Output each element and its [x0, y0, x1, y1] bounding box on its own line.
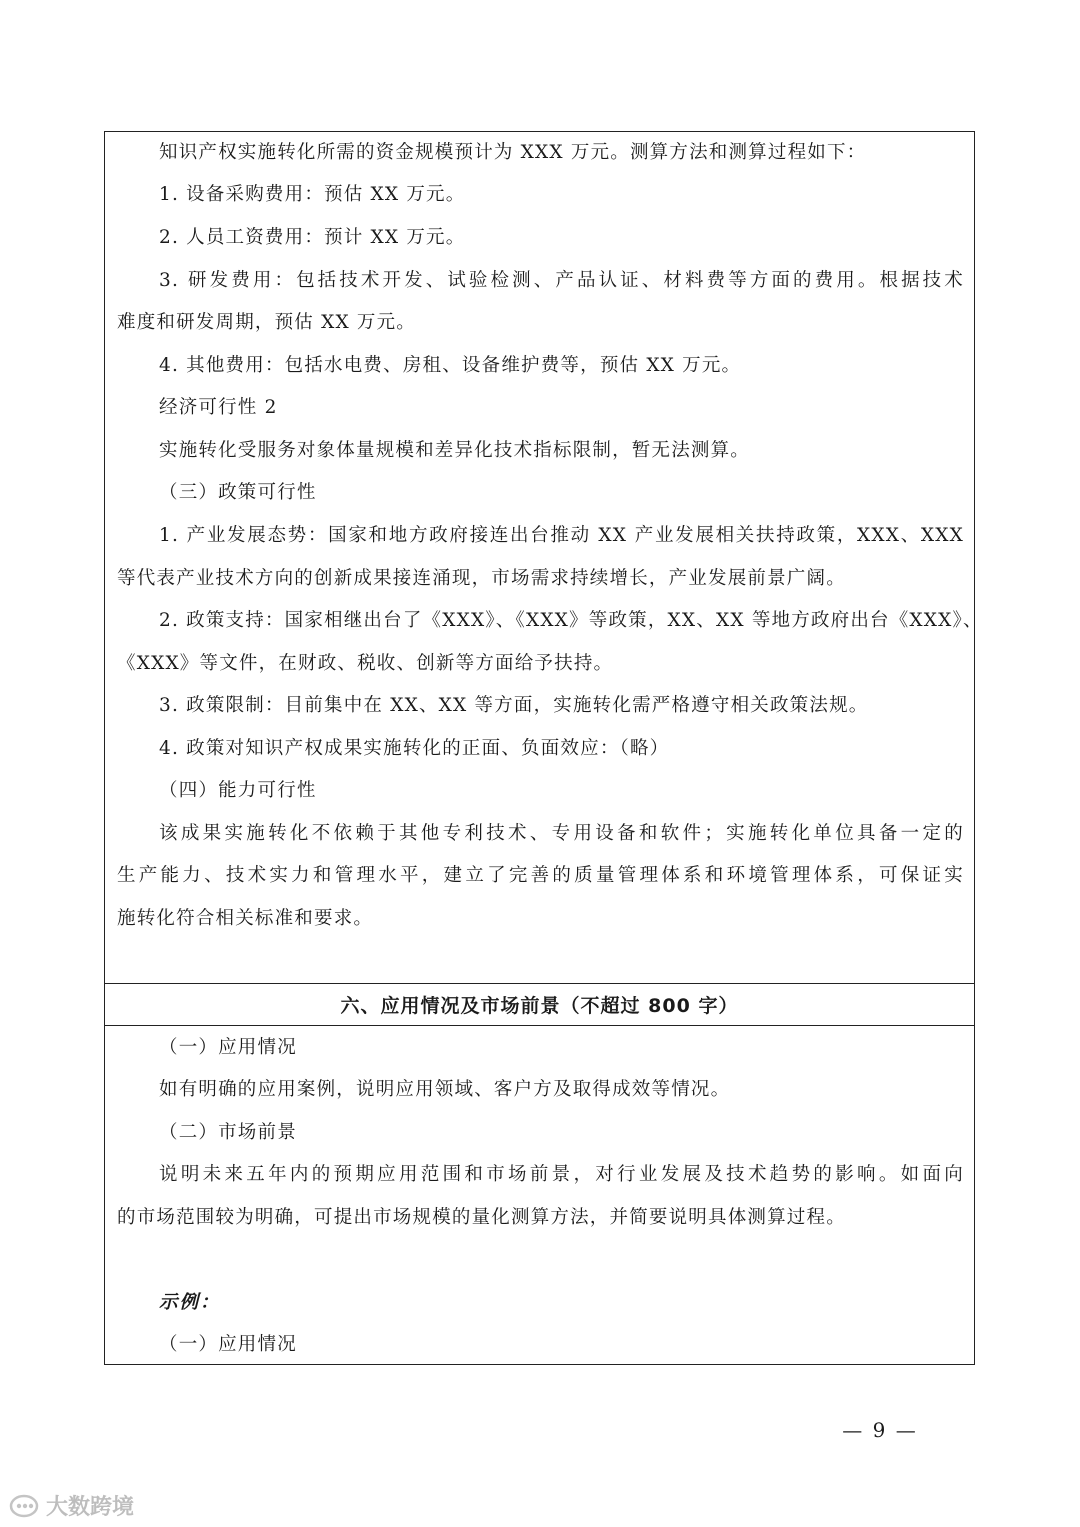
text-line: 如有明确的应用案例，说明应用领域、客户方及取得成效等情况。	[159, 1079, 731, 1100]
subheading: （二）市场前景	[159, 1122, 297, 1143]
section5-cell	[105, 132, 983, 983]
subheading: （四）能力可行性	[159, 780, 317, 801]
text-line: 的市场范围较为明确，可提出市场规模的量化测算方法，并简要说明具体测算过程。	[117, 1207, 846, 1228]
text-line: 生产能力、技术实力和管理水平，建立了完善的质量管理体系和环境管理体系，可保证实	[117, 865, 964, 886]
text-line: 《XXX》等文件，在财政、税收、创新等方面给予扶持。	[117, 653, 614, 674]
text-line: 施转化符合相关标准和要求。	[117, 908, 374, 929]
subheading: （一）应用情况	[159, 1334, 297, 1355]
watermark-text: 大数跨境	[46, 1495, 135, 1520]
subheading: （三）政策可行性	[159, 482, 317, 503]
text-line: 难度和研发周期，预估 XX 万元。	[117, 312, 417, 333]
text-line: 1. 产业发展态势：国家和地方政府接连出台推动 XX 产业发展相关扶持政策，XXX、XXX	[159, 525, 964, 546]
text-line: 4. 政策对知识产权成果实施转化的正面、负面效应：（略）	[159, 738, 670, 759]
text-line: 2. 政策支持：国家相继出台了《XXX》、《XXX》等政策，XX、XX 等地方政府出台《XXX》、	[159, 610, 983, 631]
text-line: 实施转化受服务对象体量规模和差异化技术指标限制，暂无法测算。	[159, 440, 751, 461]
watermark-logo-icon	[8, 1493, 42, 1519]
text-line: 等代表产业技术方向的创新成果接连涌现，市场需求持续增长，产业发展前景广阔。	[117, 568, 846, 589]
text-line: 该成果实施转化不依赖于其他专利技术、专用设备和软件；实施转化单位具备一定的	[159, 823, 964, 844]
example-label: 示例：	[159, 1292, 221, 1313]
text-line: 4. 其他费用：包括水电费、房租、设备维护费等，预估 XX 万元。	[159, 355, 742, 376]
subheading: （一）应用情况	[159, 1037, 297, 1058]
section6-cell	[105, 1026, 974, 1364]
text-line: 知识产权实施转化所需的资金规模预计为 XXX 万元。测算方法和测算过程如下：	[159, 142, 867, 163]
text-line: 2. 人员工资费用：预计 XX 万元。	[159, 227, 466, 248]
subheading: 经济可行性 2	[159, 397, 278, 418]
form-table	[104, 131, 983, 1365]
text-line: 说明未来五年内的预期应用范围和市场前景，对行业发展及技术趋势的影响。如面向	[159, 1164, 964, 1185]
watermark	[8, 1490, 134, 1521]
text-line: 3. 政策限制：目前集中在 XX、XX 等方面，实施转化需严格遵守相关政策法规。	[159, 695, 869, 716]
section6-header: 六、应用情况及市场前景（不超过 800 字）	[105, 983, 974, 1026]
page-number: — 9 —	[842, 1418, 918, 1442]
text-line: 1. 设备采购费用：预估 XX 万元。	[159, 184, 466, 205]
text-line: 3. 研发费用：包括技术开发、试验检测、产品认证、材料费等方面的费用。根据技术	[159, 270, 964, 291]
